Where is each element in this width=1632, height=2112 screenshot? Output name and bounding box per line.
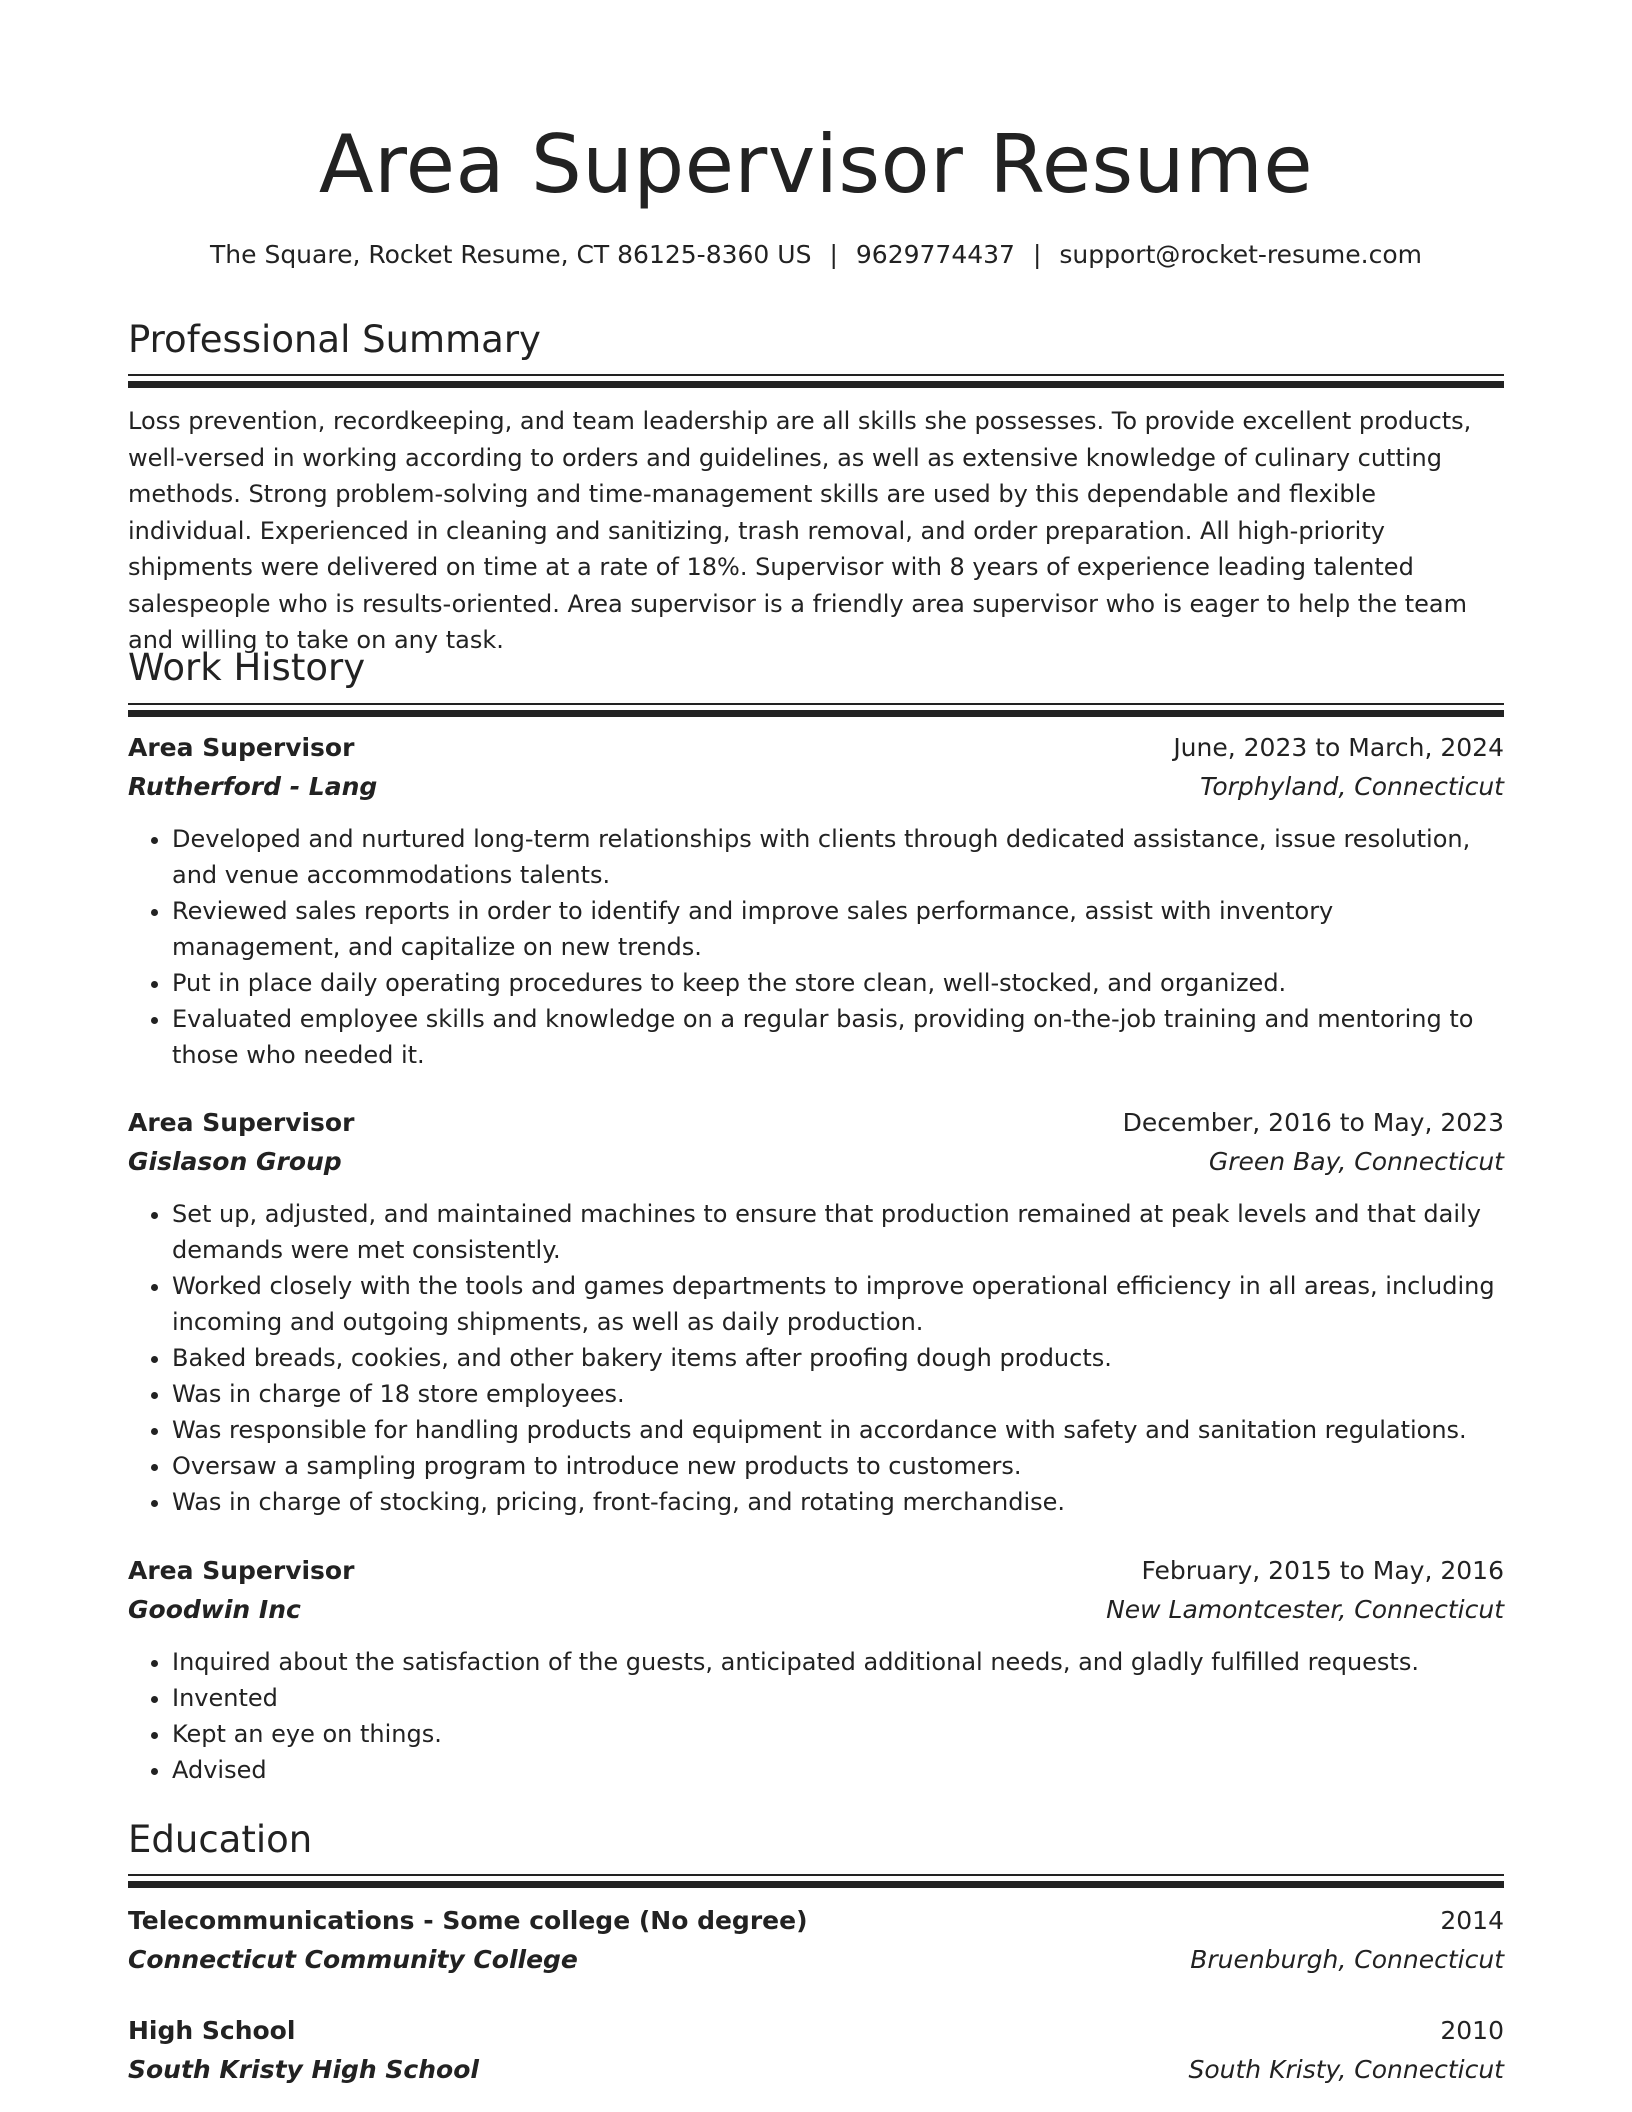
job-entry bbox=[128, 1108, 1504, 1520]
contact-separator: | bbox=[1032, 240, 1042, 269]
list-item: • Was in charge of stocking, pricing, front-facing, and rotating merchandise. bbox=[172, 1484, 1504, 1520]
job-dates: February, 2015 to May, 2016 bbox=[1141, 1556, 1504, 1585]
job-entry bbox=[128, 1556, 1504, 1788]
education-section bbox=[128, 1818, 1504, 1862]
job-title: Area Supervisor bbox=[128, 733, 355, 762]
list-item: • Was in charge of 18 store employees. bbox=[172, 1376, 1504, 1412]
contact-phone: 9629774437 bbox=[855, 240, 1015, 269]
contact-separator: | bbox=[829, 240, 838, 269]
summary-divider-thick bbox=[128, 381, 1504, 388]
job-company: Goodwin Inc bbox=[128, 1595, 301, 1624]
job-bullets bbox=[128, 1196, 1504, 1520]
list-item: • Baked breads, cookies, and other bakery items after proofing dough products. bbox=[172, 1340, 1504, 1376]
list-item: • Was responsible for handling products and equipment in accordance with safety and sanitation regulations. bbox=[172, 1412, 1504, 1448]
education-heading: Education bbox=[128, 1818, 313, 1861]
job-dates: December, 2016 to May, 2023 bbox=[1122, 1108, 1504, 1137]
resume-title: Area Supervisor Resume bbox=[318, 118, 1314, 211]
summary-text: Loss prevention, recordkeeping, and team leadership are all skills she possesses. To provide excellent products, well-versed in working according to orders and guidelines, as well as extensive knowledge of culinary cutting methods. Strong problem-solving and time-management skills are used by this dependable and flexible individual. Experienced in cleaning and sanitizing, trash removal, and order preparation. All high-priority shipments were delivered on time at a rate of 18%. Supervisor with 8 years of experience leading talented salespeople who is results-oriented. Area supervisor is a friendly area supervisor who is eager to help the team and willing to take on any task. bbox=[128, 407, 1472, 654]
job-entry bbox=[128, 733, 1504, 1073]
work-heading: Work History bbox=[128, 646, 366, 689]
list-item: • Advised bbox=[172, 1752, 1504, 1788]
education-entry bbox=[128, 1906, 1504, 1984]
job-location: Torphyland, Connecticut bbox=[1200, 772, 1504, 801]
job-title: Area Supervisor bbox=[128, 1556, 355, 1585]
contact-address: The Square, Rocket Resume, CT 86125-8360 US bbox=[210, 240, 812, 269]
education-school: Connecticut Community College bbox=[128, 1945, 578, 1974]
education-divider-thin bbox=[128, 1874, 1504, 1876]
list-item: • Invented bbox=[172, 1680, 1504, 1716]
list-item: • Inquired about the satisfaction of the guests, anticipated additional needs, and gladly fulfilled requests. bbox=[172, 1644, 1504, 1680]
list-item: • Set up, adjusted, and maintained machines to ensure that production remained at peak levels and that daily demands were met consistently. bbox=[172, 1196, 1504, 1268]
job-title: Area Supervisor bbox=[128, 1108, 355, 1137]
education-degree: Telecommunications - Some college (No degree) bbox=[128, 1906, 808, 1935]
job-bullets bbox=[128, 821, 1504, 1073]
work-section bbox=[128, 646, 1504, 690]
education-year: 2014 bbox=[1440, 1906, 1504, 1935]
job-company: Rutherford - Lang bbox=[128, 772, 378, 801]
contact-email: support@rocket-resume.com bbox=[1059, 240, 1422, 269]
list-item: • Kept an eye on things. bbox=[172, 1716, 1504, 1752]
summary-section bbox=[128, 318, 1504, 362]
list-item: • Put in place daily operating procedures to keep the store clean, well-stocked, and organized. bbox=[172, 965, 1504, 1001]
contact-line bbox=[128, 240, 1504, 269]
summary-divider-thin bbox=[128, 374, 1504, 376]
education-entry bbox=[128, 2016, 1504, 2094]
education-school: South Kristy High School bbox=[128, 2055, 479, 2084]
work-divider-thick bbox=[128, 710, 1504, 717]
job-location: New Lamontcester, Connecticut bbox=[1106, 1595, 1504, 1624]
job-location: Green Bay, Connecticut bbox=[1208, 1147, 1504, 1176]
list-item: • Oversaw a sampling program to introduce new products to customers. bbox=[172, 1448, 1504, 1484]
list-item: • Developed and nurtured long-term relationships with clients through dedicated assistance, issue resolution, and venue accommodations talents. bbox=[172, 821, 1504, 893]
list-item: • Reviewed sales reports in order to identify and improve sales performance, assist with inventory management, and capitalize on new trends. bbox=[172, 893, 1504, 965]
job-dates: June, 2023 to March, 2024 bbox=[1173, 733, 1504, 762]
list-item: • Worked closely with the tools and games departments to improve operational efficiency in all areas, including incoming and outgoing shipments, as well as daily production. bbox=[172, 1268, 1504, 1340]
education-degree: High School bbox=[128, 2016, 296, 2045]
education-year: 2010 bbox=[1440, 2016, 1504, 2045]
education-location: Bruenburgh, Connecticut bbox=[1190, 1945, 1504, 1974]
education-location: South Kristy, Connecticut bbox=[1188, 2055, 1504, 2084]
summary-heading: Professional Summary bbox=[128, 318, 541, 361]
job-company: Gislason Group bbox=[128, 1147, 342, 1176]
list-item: • Evaluated employee skills and knowledge on a regular basis, providing on-the-job training and mentoring to those who needed it. bbox=[172, 1001, 1504, 1073]
education-divider-thick bbox=[128, 1881, 1504, 1888]
work-divider-thin bbox=[128, 703, 1504, 705]
job-bullets bbox=[128, 1644, 1504, 1788]
